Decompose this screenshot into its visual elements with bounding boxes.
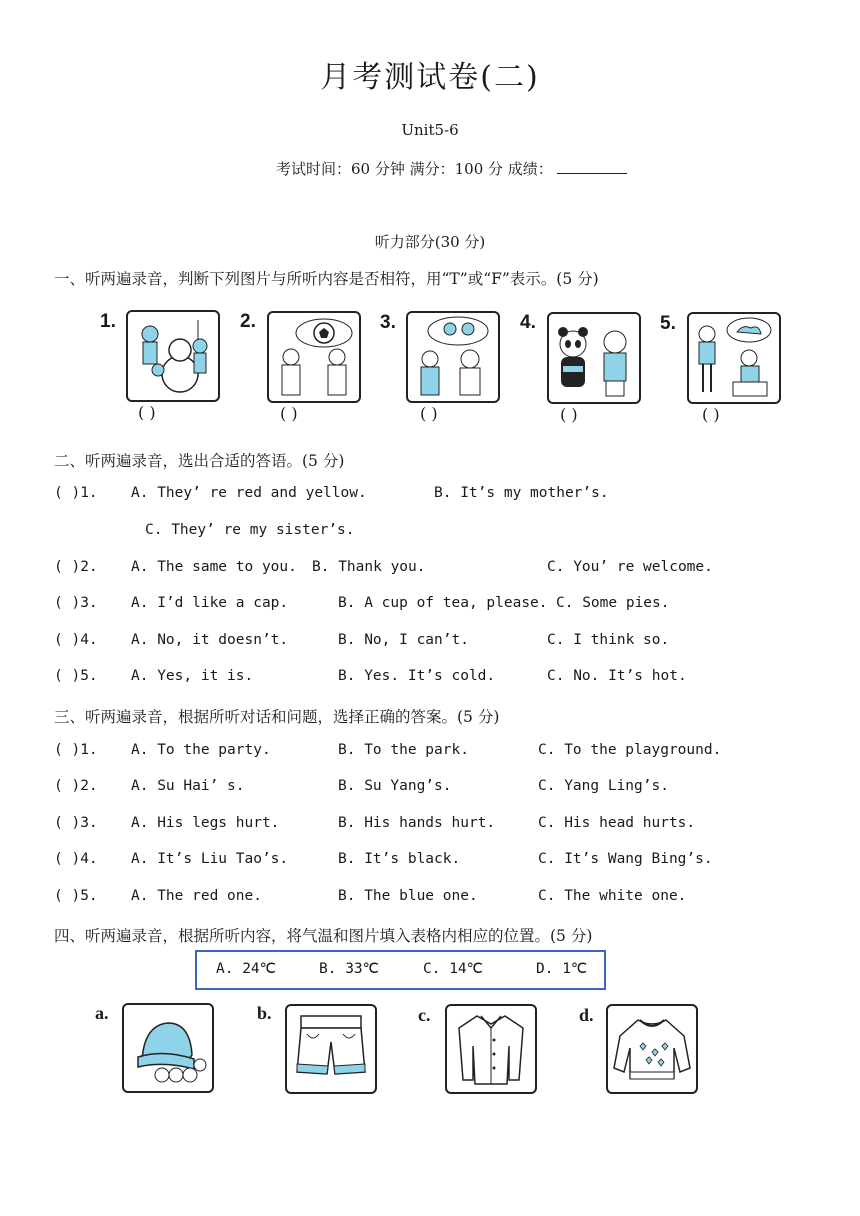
section3-heading: 三、听两遍录音，根据所听对话和问题，选择正确的答案。(5 分) [54,708,500,726]
clothing-label-c: c. [418,1005,431,1025]
s3-q2-option-b: B. Su Yang’s. [338,778,452,794]
s3-q1-number[interactable]: ( )1. [54,742,98,758]
clothing-label-b: b. [257,1003,272,1023]
s2-q2-option-c: C. You’ re welcome. [547,559,713,575]
section1-heading: 一、听两遍录音，判断下列图片与所听内容是否相符，用“T”或“F”表示。(5 分) [54,270,599,288]
s2-q1-number[interactable]: ( )1. [54,485,98,501]
s3-q3-number[interactable]: ( )3. [54,815,98,831]
s2-q3-option-b: B. A cup of tea, please. [338,595,548,611]
s3-q5-number[interactable]: ( )5. [54,888,98,904]
temp-option-a: A. 24℃ [216,961,276,977]
children-snowman-picture [126,310,220,402]
s3-q2-number[interactable]: ( )2. [54,778,98,794]
s2-q5-option-c: C. No. It’s hot. [547,668,687,684]
s2-q1-option-b: B. It’s my mother’s. [434,485,609,501]
clothing-label-a: a. [95,1003,109,1023]
s3-q5-option-c: C. The white one. [538,888,687,904]
sweater-icon [606,1004,698,1094]
s2-q5-option-b: B. Yes. It’s cold. [338,668,496,684]
s3-q4-number[interactable]: ( )4. [54,851,98,867]
s2-q2-number[interactable]: ( )2. [54,559,98,575]
section4-heading: 四、听两遍录音，根据所听内容，将气温和图片填入表格内相应的位置。(5 分) [54,927,593,945]
s2-q4-option-a: A. No, it doesn’t. [131,632,289,648]
temp-option-c: C. 14℃ [423,961,483,977]
s3-q3-option-a: A. His legs hurt. [131,815,280,831]
answer-paren-2[interactable]: ( ) [280,404,298,423]
hat-icon [122,1003,214,1093]
s2-q5-option-a: A. Yes, it is. [131,668,254,684]
s3-q2-option-c: C. Yang Ling’s. [538,778,669,794]
s2-q4-option-b: B. No, I can’t. [338,632,469,648]
answer-paren-4[interactable]: ( ) [560,405,578,424]
family-thinking-picture [406,311,500,403]
shirt-icon [445,1004,537,1094]
exam-info-text: 考试时间：60 分钟 满分：100 分 成绩： [276,160,553,178]
s2-q4-option-c: C. I think so. [547,632,670,648]
answer-paren-1[interactable]: ( ) [138,403,156,422]
pic-label-1: 1. [100,311,116,332]
pic-label-3: 3. [380,312,396,333]
page-title: 月考测试卷(二) [320,60,540,95]
clothing-label-d: d. [579,1005,594,1025]
exam-info [276,158,627,179]
boys-football-picture [267,311,361,403]
s3-q1-option-b: B. To the park. [338,742,469,758]
s2-q1-option-a: A. They’ re red and yellow. [131,485,367,501]
pic-label-4: 4. [520,312,536,333]
s2-q2-option-b: B. Thank you. [312,559,426,575]
s2-q5-number[interactable]: ( )5. [54,668,98,684]
section2-heading: 二、听两遍录音，选出合适的答语。(5 分) [54,452,345,470]
s2-q4-number[interactable]: ( )4. [54,632,98,648]
s3-q3-option-b: B. His hands hurt. [338,815,496,831]
temp-option-b: B. 33℃ [319,961,379,977]
s3-q1-option-c: C. To the playground. [538,742,722,758]
shorts-icon [285,1004,377,1094]
pic-label-2: 2. [240,311,256,332]
s3-q3-option-c: C. His head hurts. [538,815,696,831]
s2-q3-option-a: A. I’d like a cap. [131,595,289,611]
answer-paren-5[interactable]: ( ) [702,405,720,424]
temp-option-d: D. 1℃ [536,961,588,977]
s3-q1-option-a: A. To the party. [131,742,271,758]
s2-q3-option-c: C. Some pies. [556,595,670,611]
pic-label-5: 5. [660,313,676,334]
s3-q5-option-b: B. The blue one. [338,888,478,904]
unit-label: Unit5-6 [401,121,459,139]
s3-q4-option-b: B. It’s black. [338,851,461,867]
listening-title: 听力部分(30 分) [374,233,486,251]
score-blank[interactable] [557,159,627,174]
panda-boy-picture [547,312,641,404]
s3-q2-option-a: A. Su Hai’ s. [131,778,245,794]
s2-q3-number[interactable]: ( )3. [54,595,98,611]
s3-q4-option-c: C. It’s Wang Bing’s. [538,851,713,867]
s2-q2-option-a: A. The same to you. [131,559,297,575]
girl-boy-shoes-picture [687,312,781,404]
s2-q1-option-c: C. They’ re my sister’s. [145,522,355,538]
s3-q5-option-a: A. The red one. [131,888,262,904]
s3-q4-option-a: A. It’s Liu Tao’s. [131,851,289,867]
answer-paren-3[interactable]: ( ) [420,404,438,423]
